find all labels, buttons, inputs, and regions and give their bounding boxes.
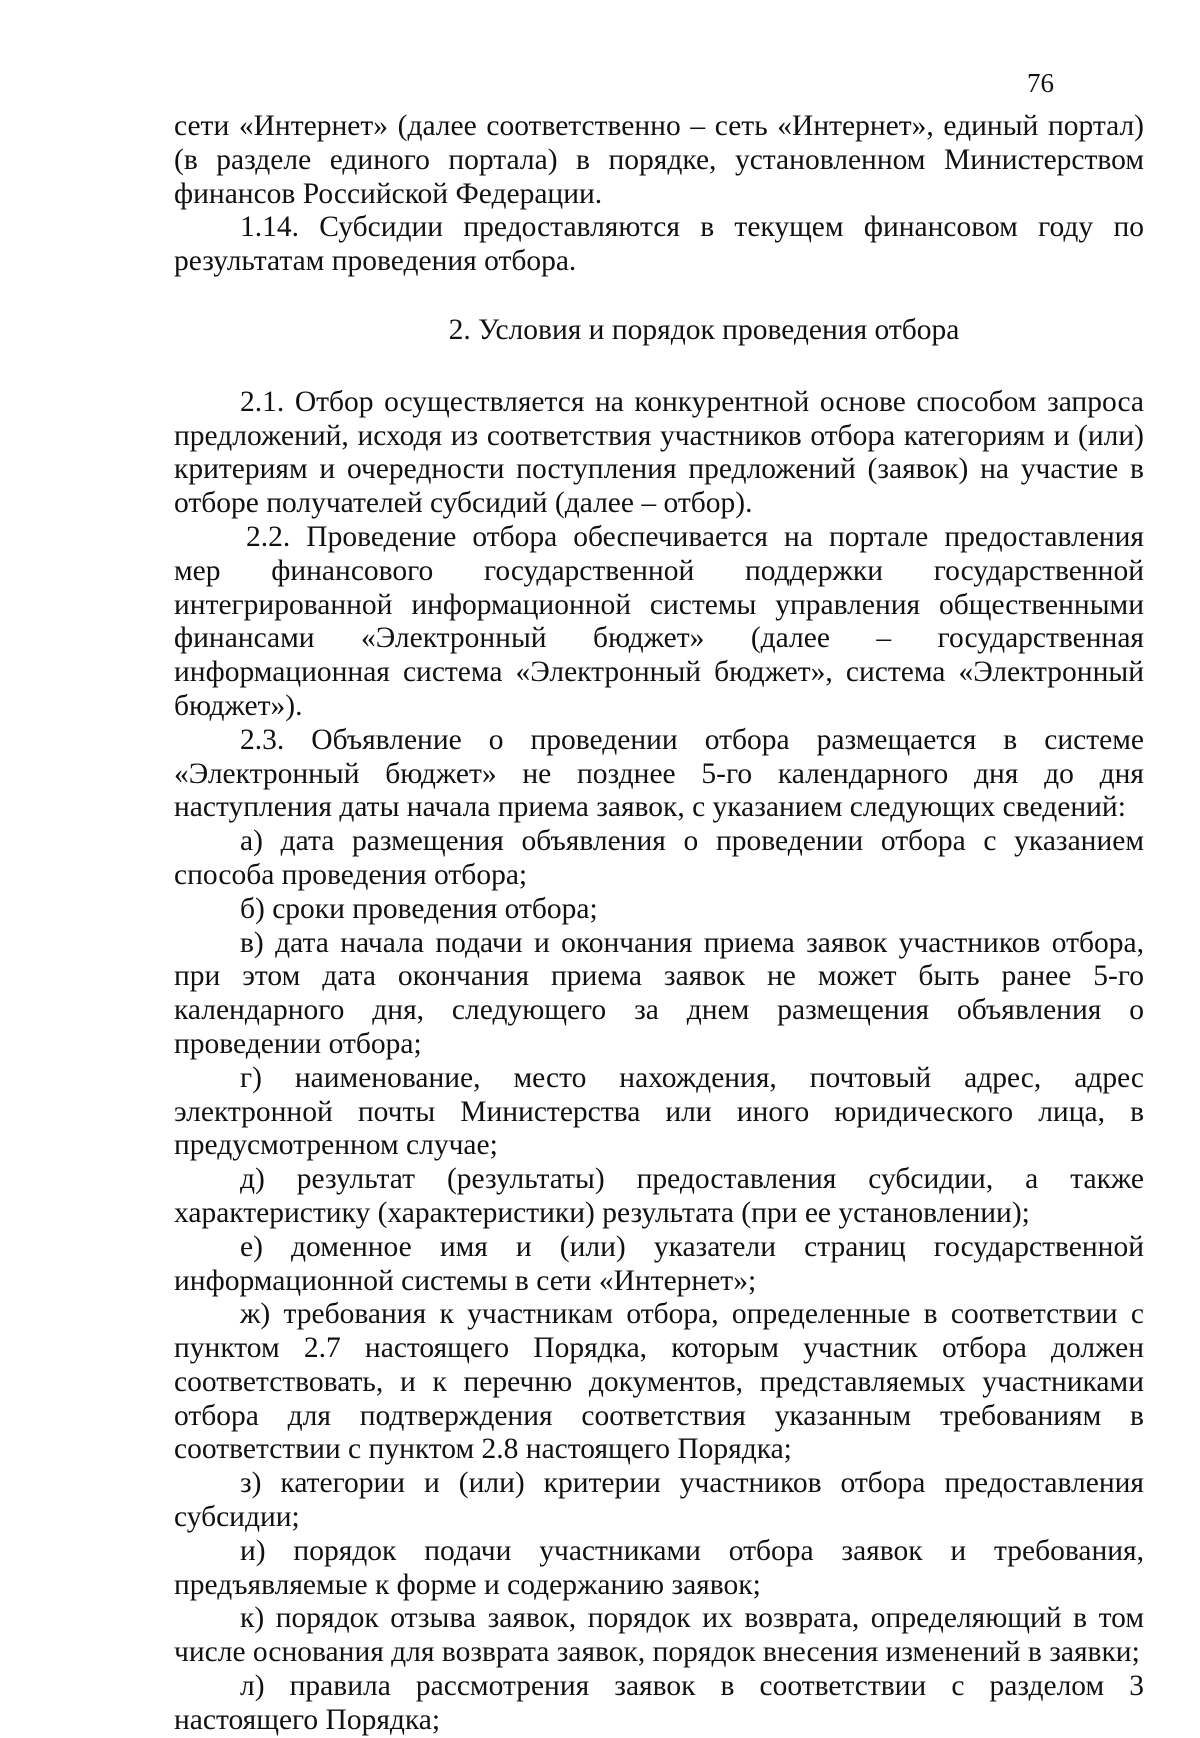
paragraph-2-2: 2.2. Проведение отбора обеспечивается на портале предоставления мер финансового государственной поддержки государственной интегрированной информационной системы управления общественными финансами «Электронный бюджет» (далее – государственная информационная система «Электронный бюджет», система «Электронный бюджет»). (174, 520, 1144, 722)
list-item-b: б) сроки проведения отбора; (240, 892, 598, 925)
paragraph-1-14: 1.14. Субсидии предоставляются в текущем финансовом году по результатам проведения отбора. (174, 211, 1144, 278)
list-item-z: з) категории и (или) критерии участников отбора предоставления субсидии; (174, 1467, 1144, 1534)
list-item-v: в) дата начала подачи и окончания приема заявок участников отбора, при этом дата окончания приема заявок не может быть ранее 5-го календарного дня, следующего за днем размещения объявления о проведении отбора; (174, 926, 1144, 1060)
list-item-i: и) порядок подачи участниками отбора заявок и требования, предъявляемые к форме и содержанию заявок; (174, 1534, 1144, 1601)
paragraph-2-3: 2.3. Объявление о проведении отбора размещается в системе «Электронный бюджет» не позднее 5-го календарного дня до дня наступления даты начала приема заявок, с указанием следующих сведений: (174, 723, 1144, 824)
list-item-d: д) результат (результаты) предоставления субсидии, а также характеристику (характеристики) результата (при ее установлении); (174, 1163, 1144, 1229)
list-item-k: к) порядок отзыва заявок, порядок их возврата, определяющий в том числе основания для возврата заявок, порядок внесения изменений в заявки; (174, 1602, 1144, 1669)
section-heading: 2. Условия и порядок проведения отбора (448, 313, 960, 346)
paragraph-2-1: 2.1. Отбор осуществляется на конкурентной основе способом запроса предложений, исходя из соответствия участников отбора категориям и (или) критериям и очередности поступления предложений (заявок) на участие в отборе получателей субсидий (далее – отбор). (174, 385, 1144, 520)
list-item-a: а) дата размещения объявления о проведении отбора с указанием способа проведения отбора; (174, 825, 1144, 891)
intro-paragraph: сети «Интернет» (далее соответственно – сеть «Интернет», единый портал) (в разделе единого портала) в порядке, установленном Министерством финансов Российской Федерации. (174, 110, 1144, 210)
list-item-g: г) наименование, место нахождения, почтовый адрес, адрес электронной почты Министерства или иного юридического лица, в предусмотренном случае; (174, 1061, 1144, 1162)
list-item-e: е) доменное имя и (или) указатели страниц государственной информационной системы в сети «Интернет»; (174, 1230, 1144, 1297)
document-body (174, 110, 1144, 1738)
list-item-zh: ж) требования к участникам отбора, определенные в соответствии с пунктом 2.7 настоящего Порядка, которым участник отбора должен соответствовать, и к перечню документов, представляемых участниками отбора для подтверждения соответствия указанным требованиям в соответствии с пунктом 2.8 настоящего Порядка; (174, 1298, 1144, 1466)
list-item-l: л) правила рассмотрения заявок в соответствии с разделом 3 настоящего Порядка; (174, 1670, 1144, 1736)
page-number: 76 (1027, 68, 1054, 98)
